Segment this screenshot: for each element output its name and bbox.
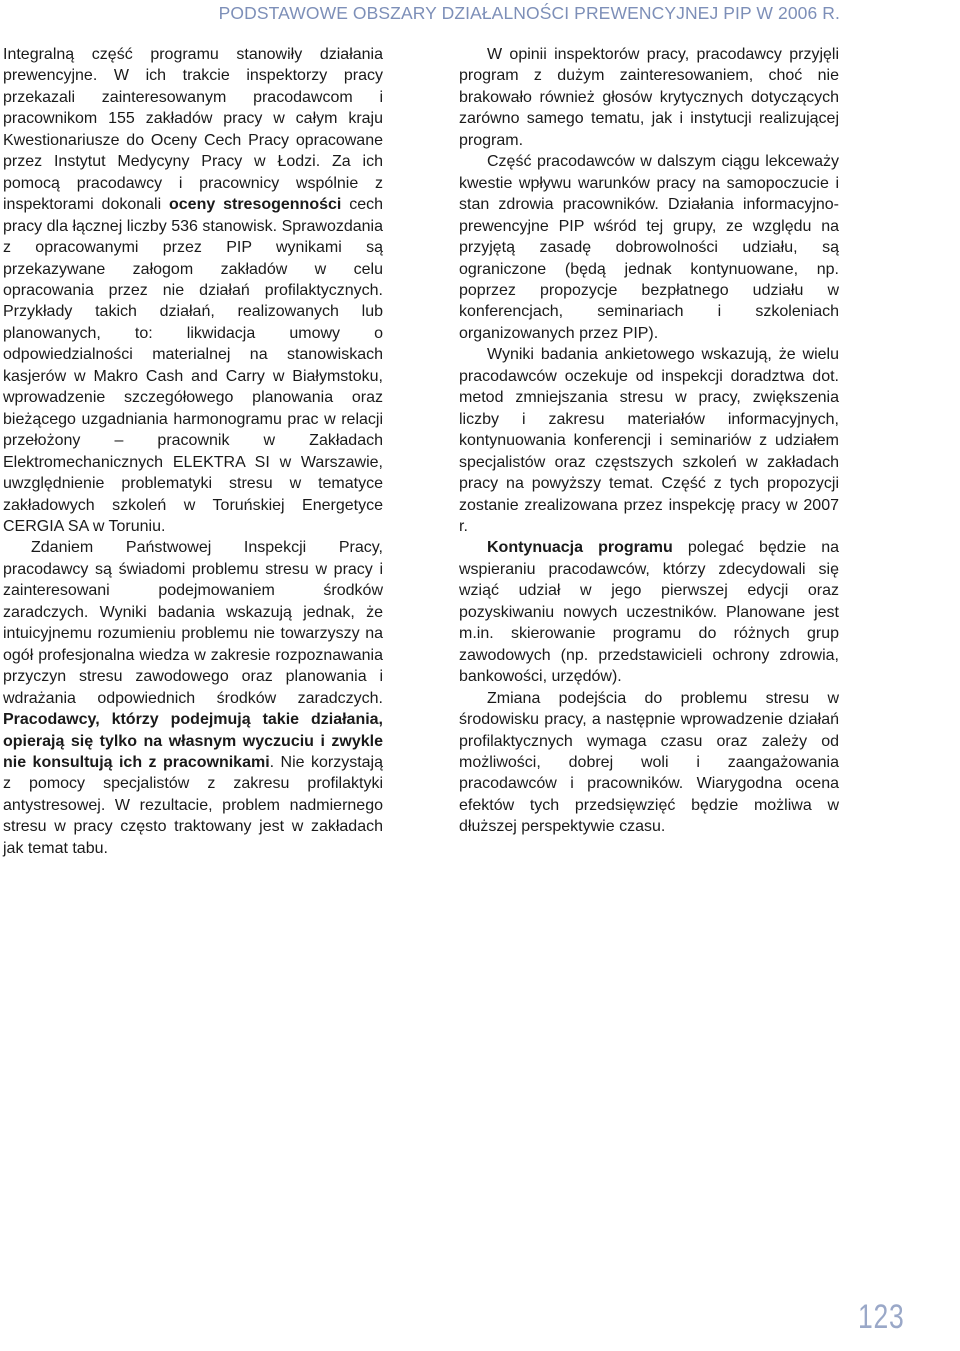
paragraph — [459, 344, 839, 537]
text-run: Zmiana podejścia do problemu stresu w środowisku pracy, a następnie wprowadzenie działań profilaktycznych wymaga czasu oraz zależy od możliwości, dobrej woli i zaangażowania pracodawców i pracowników. Wiarygodna ocena efektów tych przedsięwzięć będzie możliwa w dłuższej perspektywie czasu. — [459, 689, 839, 836]
text-run: Integralną część programu stanowiły działania prewencyjne. W ich trakcie inspektorzy pracy przekazali zainteresowanym pracodawcom i pracownikom 155 zakładów pracy w całym kraju Kwestionariusze do Oceny Cech Pracy opracowane przez Instytut Medycyny Pracy w Łodzi. Za ich pomocą pracodawcy i pracownicy wspólnie z inspektorami dokonali — [3, 46, 383, 214]
paragraph — [459, 688, 839, 838]
text-run: Część pracodawców w dalszym ciągu lekceważy kwestie wpływu warunków pracy na samopoczucie i stan zdrowia pracowników. Działania informacyjno-prewencyjne PIP wśród tej grupy, ze względu na przyjętą zasadę dobrowolności udziału, są ograniczone (będą jednak kontynuowane, np. poprzez propozycje bezpłatnego udziału w konferencjach, seminariach i szkoleniach organizowanych przez PIP). — [459, 153, 839, 342]
text-run: . Nie korzystają z pomocy specjalistów z zakresu profilaktyki antystresowej. W rezultacie, problem nadmiernego stresu w pracy często traktowany jest w zakładach jak temat tabu. — [3, 753, 383, 857]
bold-text: Kontynuacja programu — [487, 539, 673, 557]
bold-text: Pracodawcy, którzy podejmują takie działania, opierają się tylko na własnym wyczuciu i zwykle nie konsultują ich z pracownikami — [3, 711, 383, 771]
text-run: W opinii inspektorów pracy, pracodawcy przyjęli program z dużym zainteresowaniem, choć nie brakowało również głosów krytycznych dotyczących zarówno samego tematu, jak i instytucji realizującej program. — [459, 46, 839, 149]
paragraph — [3, 537, 383, 859]
text-run: Wyniki badania ankietowego wskazują, że wielu pracodawców oczekuje od inspekcji doradztwa dot. metod zmniejszania stresu w pracy, zwiększenia liczby i zakresu materiałów informacyjnych, kontynuowania konferencji i seminariów z udziałem specjalistów oraz częstszych szkoleń w zakładach pracy na powyższy temat. Część z tych propozycji zostanie zrealizowana przez inspekcję pracy w 2007 r. — [459, 346, 839, 535]
paragraph — [459, 537, 839, 687]
paragraph — [3, 44, 383, 537]
paragraph — [459, 44, 839, 151]
page-number: 123 — [858, 1298, 905, 1336]
left-column — [3, 44, 383, 859]
text-run: cech pracy dla łącznej liczby 536 stanowisk. Sprawozdania z opracowanymi przez PIP wynikami są przekazywane załogom zakładów w celu opracowania przez nie działań profilaktycznych. Przykłady takich działań, realizowanych lub planowanych, to: likwidacja umowy o odpowiedzialności materialnej na stanowiskach kasjerów w Makro Cash and Carry w Białymstoku, wprowadzenie szczegółowego planowania oraz bieżącego uzgadniania harmonogramu prac w relacji przełożony – pracownik w Zakładach Elektromechanicznych ELEKTRA SI w Warszawie, uwzględnienie problematyki stresu w tematyce zakładowych szkoleń w Toruńskiej Energetyce CERGIA SA w Toruniu. — [3, 196, 383, 535]
right-column — [459, 44, 839, 838]
text-run: polegać będzie na wspieraniu pracodawców, którzy zdecydowali się wziąć udział w jego pierwszej edycji oraz pozyskiwaniu nowych uczestników. Planowane jest m.in. skierowanie programu do różnych grup zawodowych (np. przedstawicieli ochrony zdrowia, bankowości, urzędów). — [459, 539, 839, 686]
bold-text: oceny stresogenności — [169, 196, 342, 214]
running-header: PODSTAWOWE OBSZARY DZIAŁALNOŚCI PREWENCYJNEJ PIP W 2006 R. — [218, 3, 840, 23]
text-run: Zdaniem Państwowej Inspekcji Pracy, pracodawcy są świadomi problemu stresu w pracy i zainteresowani podejmowaniem środków zaradczych. Wyniki badania wskazują jednak, że intuicyjnemu rozumieniu problemu nie towarzyszy na ogół profesjonalna wiedza w zakresie rozpoznawania przyczyn stresu zawodowego oraz planowania i wdrażania odpowiednich środków zaradczych. — [3, 539, 383, 707]
paragraph — [459, 151, 839, 344]
